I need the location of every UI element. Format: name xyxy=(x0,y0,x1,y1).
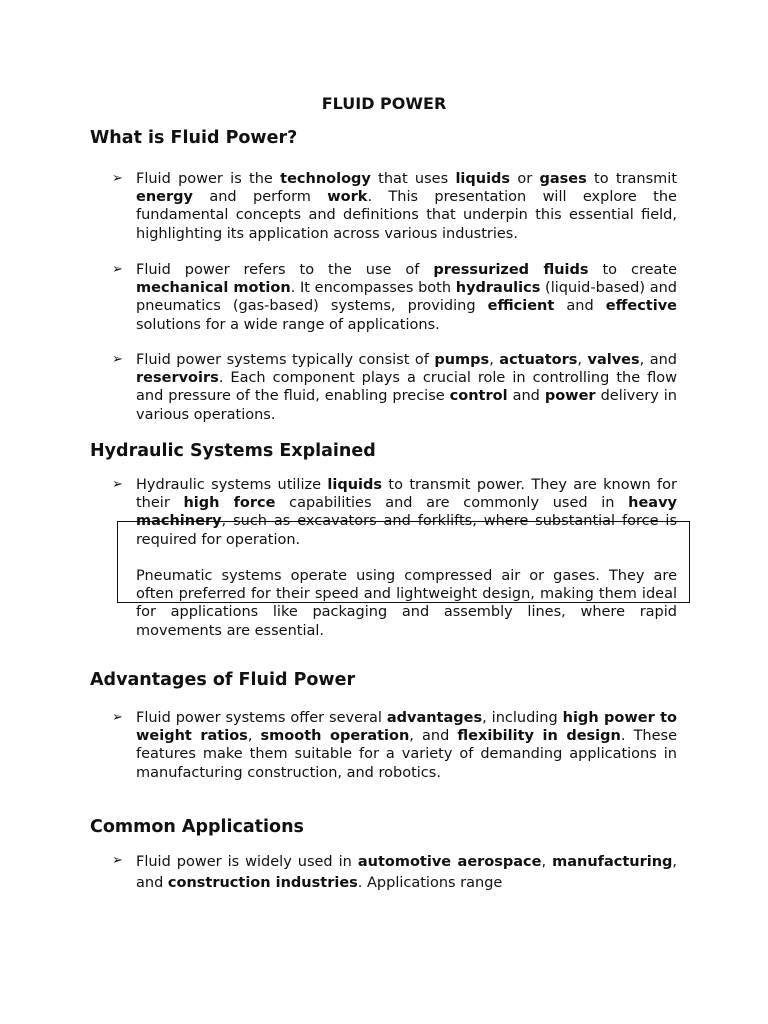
document-title: FLUID POWER xyxy=(321,94,447,113)
text-run: , such as excavators and forklifts, where substantial force is required for operation. xyxy=(136,513,677,548)
text-run: , and xyxy=(409,728,458,745)
text-run: to transmit power. They are known for their xyxy=(136,477,677,512)
bold-term: construction industries xyxy=(167,875,358,891)
bold-term: pressurized fluids xyxy=(433,262,589,278)
text-run: Fluid power is widely used in xyxy=(136,854,358,870)
bold-term: technology xyxy=(280,171,371,187)
bullet-text xyxy=(136,852,677,894)
text-run: Fluid power is the xyxy=(136,171,281,187)
bold-term: manufacturing xyxy=(552,854,673,870)
text-run: , and xyxy=(136,854,678,891)
bold-term: mechanical motion xyxy=(136,280,291,297)
bold-term: flexibility in design xyxy=(457,728,621,745)
section-heading: Common Applications xyxy=(90,817,304,837)
bold-term: effective xyxy=(605,298,677,315)
text-run: to transmit xyxy=(586,171,678,187)
text-run: , xyxy=(577,352,588,368)
section-heading: What is Fluid Power? xyxy=(90,128,298,148)
text-run: Fluid power refers to the use of xyxy=(136,262,434,278)
bold-term: valves xyxy=(587,352,640,368)
arrow-bullet-icon: ➢ xyxy=(112,853,123,868)
text-run: to create xyxy=(588,262,677,278)
text-run: Hydraulic systems utilize xyxy=(136,477,328,493)
arrow-bullet-icon: ➢ xyxy=(112,477,123,492)
section-heading: Advantages of Fluid Power xyxy=(90,670,356,690)
bold-term: liquids xyxy=(327,477,383,493)
text-run: . Applications range xyxy=(357,875,503,891)
text-run: , xyxy=(489,352,500,368)
text-run: . These features make them suitable for a variety of demanding applications in manufacturing construction, and robotics. xyxy=(136,728,678,781)
section-heading: Hydraulic Systems Explained xyxy=(90,441,376,461)
text-run: and xyxy=(554,298,606,315)
text-run: or xyxy=(510,171,540,187)
text-run: capabilities and are commonly used in xyxy=(275,495,629,512)
bold-term: hydraulics xyxy=(455,280,541,297)
arrow-bullet-icon: ➢ xyxy=(112,710,123,725)
bold-term: work xyxy=(327,189,368,206)
bold-term: reservoirs xyxy=(136,370,219,387)
bold-term: pumps xyxy=(434,352,490,368)
selection-box xyxy=(117,521,690,603)
text-run: . This presentation will explore the fundamental concepts and definitions that underpin this essential field, highlighting its application across various industries. xyxy=(136,189,677,242)
text-run: , and xyxy=(639,352,678,368)
bullet-text xyxy=(136,170,677,243)
text-run: that uses xyxy=(370,171,456,187)
text-run: solutions for a wide range of applications. xyxy=(136,316,440,333)
body-paragraph: Pneumatic systems operate using compressed air or gases. They are often preferred for their speed and lightweight design, making them ideal for applications like packaging and assembly lines, where rapid movements are essential. xyxy=(136,568,677,639)
bold-term: control xyxy=(449,388,508,405)
text-run: . Each component plays a crucial role in controlling the flow and pressure of the fluid, enabling precise xyxy=(136,370,677,405)
text-run: , xyxy=(541,854,553,870)
text-run: , xyxy=(247,728,261,745)
text-run: Fluid power systems typically consist of xyxy=(136,352,435,368)
text-run: Fluid power systems offer several xyxy=(136,710,387,726)
text-run: delivery in various operations. xyxy=(136,388,678,423)
text-run: and perform xyxy=(192,189,328,206)
bullet-text xyxy=(136,709,677,782)
bold-term: gases xyxy=(539,171,587,187)
bullet-text xyxy=(136,351,677,424)
bullet-text xyxy=(136,261,677,334)
text-run: . It encompasses both xyxy=(290,280,456,297)
bold-term: automotive aerospace xyxy=(357,854,542,870)
bold-term: high power to weight ratios xyxy=(136,710,677,745)
text-run: , including xyxy=(482,710,563,726)
bold-term: advantages xyxy=(386,710,483,726)
arrow-bullet-icon: ➢ xyxy=(112,352,123,367)
bold-term: energy xyxy=(136,189,193,206)
bold-term: efficient xyxy=(487,298,555,315)
arrow-bullet-icon: ➢ xyxy=(112,262,123,277)
bold-term: liquids xyxy=(455,171,511,187)
bold-term: high force xyxy=(183,495,276,512)
bold-term: smooth operation xyxy=(260,728,410,745)
bold-term: actuators xyxy=(499,352,578,368)
text-run: (liquid-based) and pneumatics (gas-based) systems, providing xyxy=(136,280,678,315)
bold-term: heavy machinery xyxy=(136,495,677,530)
arrow-bullet-icon: ➢ xyxy=(112,171,123,186)
bold-term: power xyxy=(544,388,596,405)
text-run: and xyxy=(507,388,545,405)
